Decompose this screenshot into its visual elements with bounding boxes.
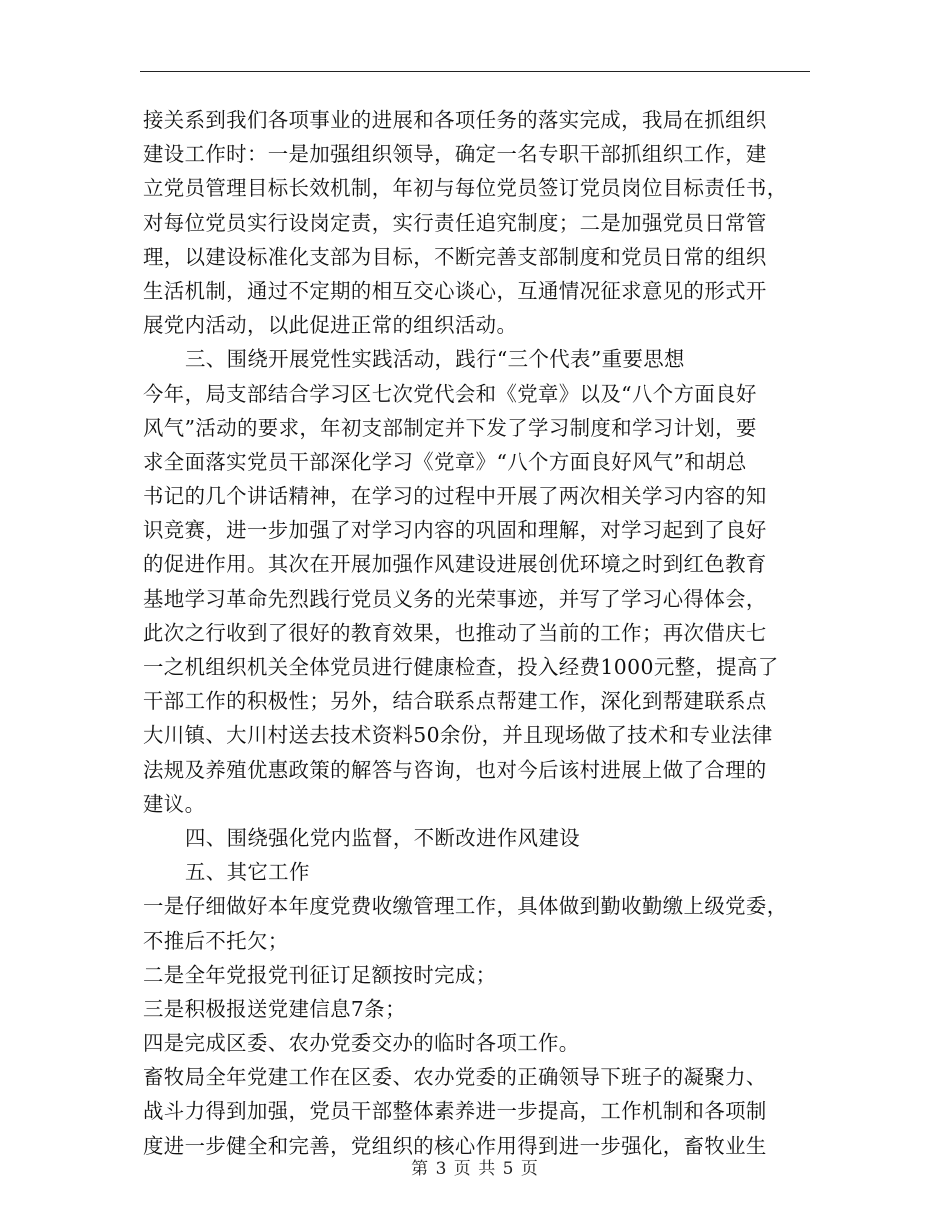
paragraph-line: 三是积极报送党建信息7条；: [143, 996, 406, 1021]
header-rule: [140, 71, 810, 72]
section-heading-line: 五、其它工作: [185, 860, 310, 885]
paragraph-line: 畜牧局全年党建工作在区委、农办党委的正确领导下班子的凝聚力、: [143, 1065, 767, 1090]
document-body: [143, 103, 813, 1163]
paragraph-line: 大川镇、大川村送去技术资料50余份，并且现场做了技术和专业法律: [143, 723, 773, 748]
paragraph-line: 识竞赛，进一步加强了对学习内容的巩固和理解，对学习起到了良好: [143, 518, 767, 543]
page-number: 第 3 页 共 5 页: [411, 1159, 539, 1179]
section-heading-line: 三、围绕开展党性实践活动，践行“三个代表”重要思想: [185, 347, 685, 372]
paragraph-line: 理，以建设标准化支部为目标，不断完善支部制度和党员日常的组织: [143, 244, 767, 269]
paragraph-line: 展党内活动，以此促进正常的组织活动。: [143, 313, 518, 338]
paragraph-line: 四是完成区委、农办党委交办的临时各项工作。: [143, 1031, 580, 1056]
paragraph-line: 一之机组织机关全体党员进行健康检查，投入经费1000元整，提高了: [143, 655, 779, 679]
paragraph-line: 不推后不托欠；: [143, 928, 289, 953]
paragraph-line: 法规及养殖优惠政策的解答与咨询，也对今后该村进展上做了合理的: [143, 757, 767, 782]
paragraph-line: 建设工作时：一是加强组织领导，确定一名专职干部抓组织工作，建: [143, 142, 767, 167]
paragraph-line: 二是全年党报党刊征订足额按时完成；: [143, 962, 497, 987]
paragraph-line: 此次之行收到了很好的教育效果，也推动了当前的工作；再次借庆七: [143, 620, 767, 645]
paragraph-line: 书记的几个讲话精神，在学习的过程中开展了两次相关学习内容的知: [143, 484, 767, 509]
paragraph-line: 风气”活动的要求，年初支部制定并下发了学习制度和学习计划，要: [143, 415, 757, 440]
paragraph-line: 今年，局支部结合学习区七次党代会和《党章》以及“八个方面良好: [143, 381, 757, 406]
paragraph-line: 接关系到我们各项事业的进展和各项任务的落实完成，我局在抓组织: [143, 108, 767, 132]
paragraph-line: 生活机制，通过不定期的相互交心谈心，互通情况征求意见的形式开: [143, 278, 767, 303]
paragraph-line: 度进一步健全和完善，党组织的核心作用得到进一步强化，畜牧业生: [143, 1133, 767, 1158]
paragraph-line: 的促进作用。其次在开展加强作风建设进展创优环境之时到红色教育: [143, 552, 767, 577]
paragraph-line: 干部工作的积极性；另外，结合联系点帮建工作，深化到帮建联系点: [143, 689, 767, 714]
paragraph-line: 基地学习革命先烈践行党员义务的光荣事迹，并写了学习心得体会，: [143, 586, 767, 611]
section-heading-line: 四、围绕强化党内监督，不断改进作风建设: [185, 825, 581, 850]
paragraph-line: 立党员管理目标长效机制，年初与每位党员签订党员岗位目标责任书，: [143, 176, 788, 201]
paragraph-line: 求全面落实党员干部深化学习《党章》“八个方面良好风气”和胡总: [143, 449, 747, 474]
paragraph-line: 战斗力得到加强，党员干部整体素养进一步提高，工作机制和各项制: [143, 1099, 767, 1124]
paragraph-line: 一是仔细做好本年度党费收缴管理工作，具体做到勤收勤缴上级党委，: [143, 894, 788, 919]
paragraph-line: 建议。: [143, 791, 206, 816]
paragraph-line: 对每位党员实行设岗定责，实行责任追究制度；二是加强党员日常管: [143, 210, 767, 235]
